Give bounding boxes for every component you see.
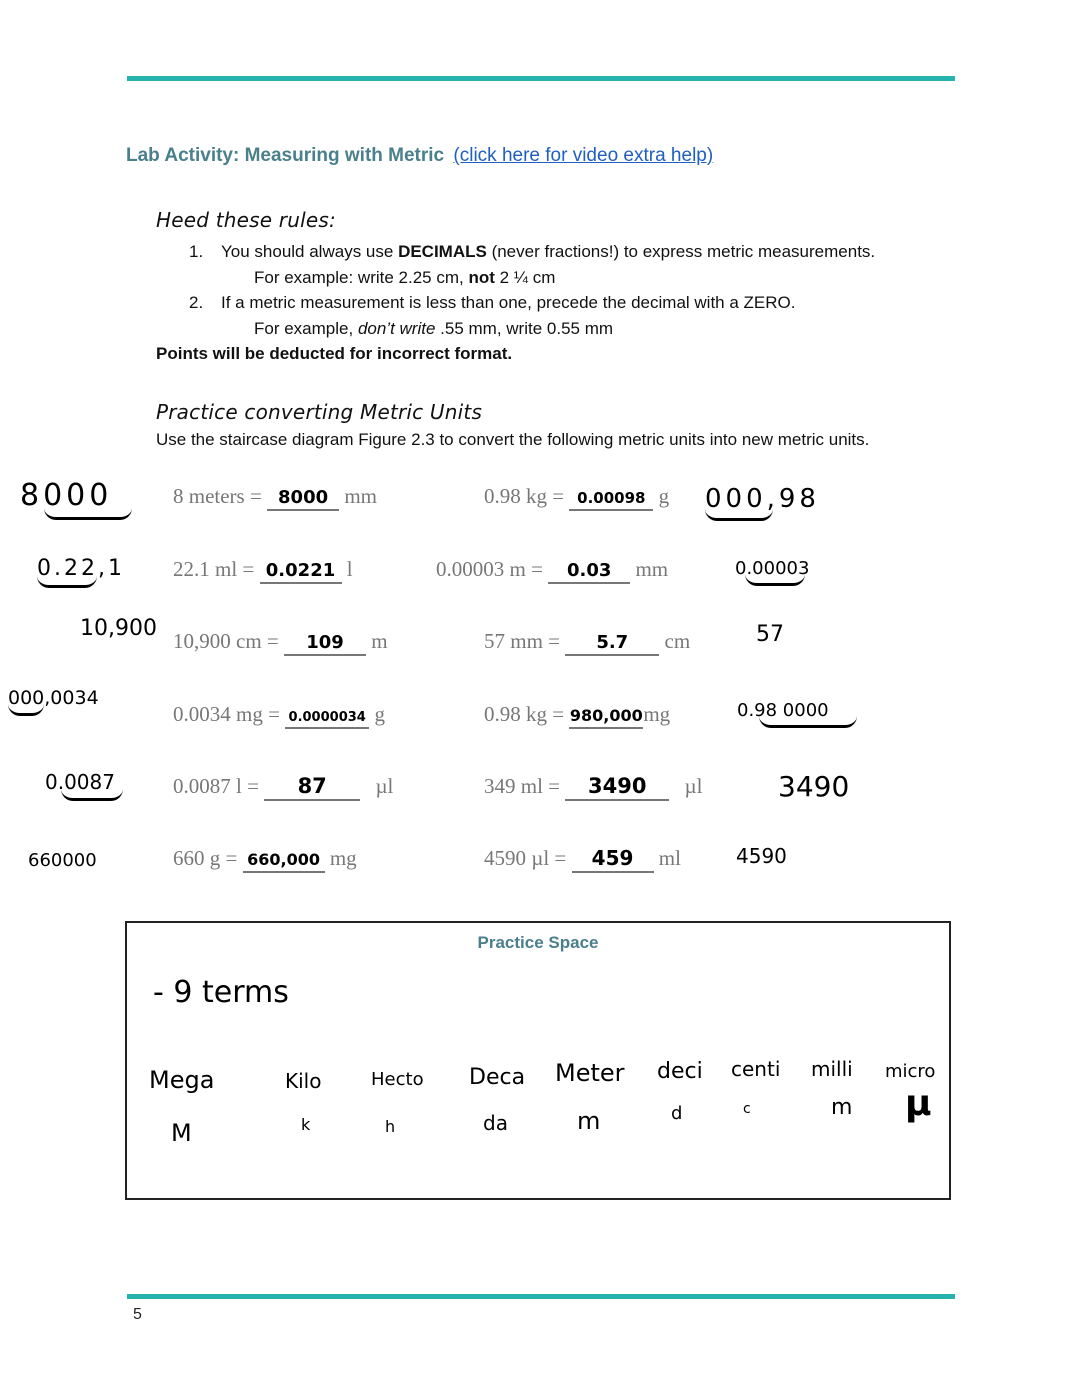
answer-field[interactable]: 0.03 — [548, 557, 630, 584]
prefix-symbol-kilo: k — [301, 1115, 311, 1134]
answer-field[interactable]: 0.0221 — [260, 557, 342, 584]
prefix-name-kilo: Kilo — [285, 1069, 322, 1093]
scratch-work: 3490 — [778, 770, 850, 803]
scratch-work: 10,900 — [80, 616, 157, 641]
top-divider — [127, 76, 955, 81]
answer-field[interactable]: 980,000 — [569, 702, 643, 729]
title-text: Lab Activity: Measuring with Metric — [126, 145, 445, 166]
answer-field[interactable]: 87 — [264, 774, 360, 801]
answer-field[interactable]: 459 — [572, 846, 654, 873]
rule-2-example: For example, don’t write .55 mm, write 0.55 mm — [254, 318, 614, 338]
answer-field[interactable]: 0.0000034 — [285, 702, 369, 729]
bottom-divider — [127, 1294, 955, 1299]
page-title — [126, 145, 713, 167]
answer-field[interactable]: 109 — [284, 629, 366, 656]
rules-heading: Heed these rules: — [156, 208, 336, 232]
page-number: 5 — [133, 1306, 142, 1323]
problem-6: 57 mm = 5.7 cm — [484, 629, 690, 656]
prefix-name-mega: Mega — [149, 1066, 215, 1094]
scratch-work: 660000 — [28, 850, 97, 871]
problem-2: 0.98 kg = 0.00098 g — [484, 484, 669, 511]
prefix-name-deca: Deca — [469, 1065, 526, 1090]
prefix-name-micro: micro — [885, 1061, 936, 1082]
prefix-symbol-centi: c — [743, 1101, 751, 1117]
practice-space-box — [125, 921, 951, 1200]
scratch-work: 8000 — [20, 478, 132, 520]
scratch-work: 0.22,1 — [37, 556, 125, 588]
answer-field[interactable]: 3490 — [565, 774, 669, 801]
prefix-symbol-hecto: h — [385, 1117, 396, 1136]
prefix-name-hecto: Hecto — [371, 1069, 424, 1090]
scratch-work: 000,0034 — [8, 687, 99, 716]
practice-heading: Practice converting Metric Units — [156, 400, 483, 424]
prefix-symbol-milli: m — [831, 1095, 853, 1120]
rules-list — [156, 239, 875, 367]
prefix-name-deci: deci — [657, 1059, 703, 1084]
prefix-symbol-mega: M — [171, 1119, 192, 1147]
problem-4: 0.00003 m = 0.03 mm — [436, 557, 668, 584]
problem-3: 22.1 ml = 0.0221 l — [173, 557, 353, 584]
problem-7: 0.0034 mg = 0.0000034 g — [173, 702, 385, 729]
answer-field[interactable]: 8000 — [267, 484, 339, 511]
scratch-work: 57 — [756, 622, 784, 647]
problem-11: 660 g = 660,000 mg — [173, 846, 357, 873]
rule-1-example: For example: write 2.25 cm, not 2 ¼ cm — [254, 267, 556, 287]
prefix-symbol-deca: da — [483, 1111, 508, 1135]
answer-field[interactable]: 5.7 — [565, 629, 659, 656]
rule-1: 1. You should always use DECIMALS (never fractions!) to express metric measurements. — [189, 242, 876, 261]
practice-space-title: Practice Space — [477, 933, 599, 952]
prefix-symbol-micro: µ — [905, 1083, 932, 1124]
scratch-work: 0.0087 — [45, 770, 123, 801]
scratch-work: 000,98 — [705, 484, 820, 521]
scratch-work: 0.98 0000 — [737, 700, 857, 728]
prefix-symbol-deci: d — [671, 1103, 683, 1124]
prefix-name-centi: centi — [731, 1057, 781, 1081]
scratch-work: 0.00003 — [735, 558, 809, 586]
prefix-symbol-meter: m — [577, 1107, 601, 1135]
prefix-name-meter: Meter — [555, 1059, 625, 1087]
practice-instructions: Use the staircase diagram Figure 2.3 to convert the following metric units into new metric units. — [156, 430, 870, 449]
prefix-name-milli: milli — [811, 1057, 853, 1081]
points-warning: Points will be deducted for incorrect format. — [156, 344, 513, 363]
problem-1: 8 meters = 8000 mm — [173, 484, 377, 511]
problem-12: 4590 µl = 459 ml — [484, 846, 681, 873]
problem-5: 10,900 cm = 109 m — [173, 629, 388, 656]
answer-field[interactable]: 0.00098 — [569, 484, 653, 511]
answer-field[interactable]: 660,000 — [243, 846, 325, 873]
problem-10: 349 ml = 3490 µl — [484, 774, 702, 801]
problem-9: 0.0087 l = 87 µl — [173, 774, 393, 801]
handwritten-note: - 9 terms — [153, 975, 289, 1010]
video-help-link[interactable]: (click here for video extra help) — [453, 145, 714, 166]
rule-2: 2. If a metric measurement is less than one, precede the decimal with a ZERO. — [189, 293, 796, 312]
problem-8: 0.98 kg = 980,000mg — [484, 702, 670, 729]
scratch-work: 4590 — [736, 844, 787, 868]
